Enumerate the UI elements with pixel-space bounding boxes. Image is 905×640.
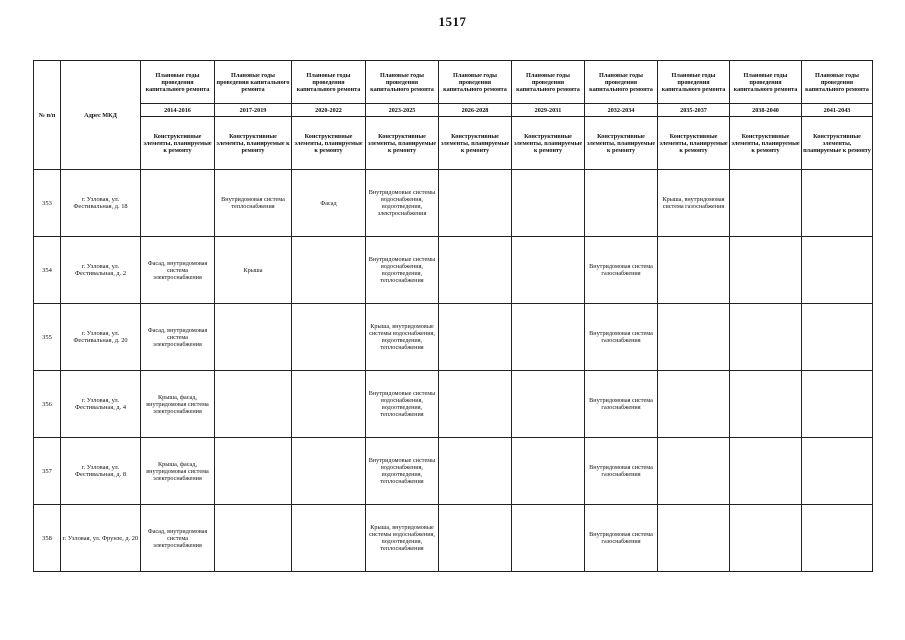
repair-elements-cell [512,237,585,304]
elements-header: Конструктивные элементы, планируемые к ремонту [141,117,215,170]
period-years: 2020-2022 [292,104,366,117]
repair-elements-cell: Внутридомовая система теплоснабжения [215,170,292,237]
table-row [34,304,873,371]
repair-elements-cell [292,237,366,304]
repair-elements-cell [512,304,585,371]
elements-header: Конструктивные элементы, планируемые к ремонту [512,117,585,170]
col-address-header: Адрес МКД [61,61,141,170]
repair-elements-cell [215,505,292,572]
repair-elements-cell [802,505,873,572]
period-header: Плановые годы проведения капитального ремонта [366,61,439,104]
repair-elements-cell: Крыша, фасад, внутридомовая система электроснабжения [141,371,215,438]
repair-elements-cell [658,505,730,572]
repair-elements-cell: Крыша, внутридомовые системы водоснабжения, водоотведения, теплоснабжения [366,304,439,371]
repair-elements-cell [439,371,512,438]
repair-elements-cell: Фасад [292,170,366,237]
page-number: 1517 [438,14,467,29]
header-row-periods [34,61,873,104]
repair-elements-cell: Крыша, внутридомовая система газоснабжения [658,170,730,237]
table-row [34,505,873,572]
elements-header: Конструктивные элементы, планируемые к ремонту [292,117,366,170]
elements-header: Конструктивные элементы, планируемые к ремонту [585,117,658,170]
table-row [34,237,873,304]
repair-elements-cell [802,304,873,371]
repair-elements-cell: Внутридомовая система газоснабжения [585,371,658,438]
repair-elements-cell [512,170,585,237]
elements-header: Конструктивные элементы, планируемые к ремонту [215,117,292,170]
row-number: 355 [34,304,61,371]
row-address: г. Узловая, ул. Фестивальная, д. 18 [61,170,141,237]
period-header: Плановые годы проведения капитального ремонта [512,61,585,104]
header-row-elements [34,117,873,170]
repair-elements-cell [215,304,292,371]
repair-elements-cell [658,438,730,505]
repair-elements-cell [802,371,873,438]
row-address: г. Узловая, ул. Фестивальная, д. 4 [61,371,141,438]
row-address: г. Узловая, ул. Фрунзе, д. 20 [61,505,141,572]
repair-elements-cell: Внутридомовые системы водоснабжения, водоотведения, теплоснабжения [366,438,439,505]
repair-elements-cell [292,438,366,505]
repair-elements-cell [439,505,512,572]
period-header: Плановые годы проведения капитального ремонта [730,61,802,104]
period-header: Плановые годы проведения капитального ремонта [658,61,730,104]
elements-header: Конструктивные элементы, планируемые к ремонту [730,117,802,170]
repair-elements-cell: Внутридомовые системы водоснабжения, водоотведения, теплоснабжения [366,237,439,304]
repair-elements-cell [292,304,366,371]
repair-elements-cell [658,237,730,304]
period-header: Плановые годы проведения капитального ремонта [585,61,658,104]
row-address: г. Узловая, ул. Фестивальная, д. 20 [61,304,141,371]
row-address: г. Узловая, ул. Фестивальная, д. 2 [61,237,141,304]
repair-elements-cell: Фасад, внутридомовая система электроснабжения [141,237,215,304]
repair-elements-cell [512,371,585,438]
repair-elements-cell [730,170,802,237]
row-number: 356 [34,371,61,438]
repair-elements-cell: Внутридомовая система газоснабжения [585,304,658,371]
repair-elements-cell [439,304,512,371]
repair-elements-cell [730,438,802,505]
repair-elements-cell: Крыша [215,237,292,304]
period-header: Плановые годы проведения капитального ремонта [141,61,215,104]
period-years: 2038-2040 [730,104,802,117]
period-years: 2026-2028 [439,104,512,117]
row-address: г. Узловая, ул. Фестивальная, д. 8 [61,438,141,505]
table-row [34,438,873,505]
period-years: 2029-2031 [512,104,585,117]
repair-elements-cell [658,371,730,438]
repair-elements-cell [141,170,215,237]
repair-elements-cell [292,371,366,438]
repair-elements-cell [730,371,802,438]
table-row [34,170,873,237]
repair-elements-cell [439,170,512,237]
repair-elements-cell [802,438,873,505]
period-years: 2014-2016 [141,104,215,117]
elements-header: Конструктивные элементы, планируемые к ремонту [366,117,439,170]
repair-elements-cell [802,237,873,304]
repair-elements-cell [730,304,802,371]
elements-header: Конструктивные элементы, планируемые к ремонту [802,117,873,170]
period-years: 2032-2034 [585,104,658,117]
repair-elements-cell: Внутридомовые системы водоснабжения, водоотведения, электроснабжения [366,170,439,237]
period-header: Плановые годы проведения капитального ремонта [215,61,292,104]
period-years: 2035-2037 [658,104,730,117]
period-years: 2023-2025 [366,104,439,117]
repair-elements-cell: Фасад, внутридомовая система электроснабжения [141,304,215,371]
repair-elements-cell [215,438,292,505]
repair-elements-cell [512,438,585,505]
elements-header: Конструктивные элементы, планируемые к ремонту [658,117,730,170]
col-num-header: № п/п [34,61,61,170]
period-years: 2017-2019 [215,104,292,117]
row-number: 357 [34,438,61,505]
repair-elements-cell: Фасад, внутридомовая система электроснабжения [141,505,215,572]
row-number: 358 [34,505,61,572]
table-row [34,371,873,438]
repair-elements-cell: Внутридомовая система газоснабжения [585,237,658,304]
repair-elements-cell: Внутридомовая система газоснабжения [585,438,658,505]
period-header: Плановые годы проведения капитального ремонта [439,61,512,104]
period-header: Плановые годы проведения капитального ремонта [802,61,873,104]
period-header: Плановые годы проведения капитального ремонта [292,61,366,104]
capital-repair-table [33,60,873,572]
repair-elements-cell [730,505,802,572]
elements-header: Конструктивные элементы, планируемые к ремонту [439,117,512,170]
repair-elements-cell [730,237,802,304]
repair-elements-cell [512,505,585,572]
repair-elements-cell: Внутридомовые системы водоснабжения, водоотведения, теплоснабжения [366,371,439,438]
header-row-years [34,104,873,117]
repair-elements-cell [585,170,658,237]
repair-elements-cell: Крыша, фасад, внутридомовая система электроснабжения [141,438,215,505]
repair-elements-cell [439,237,512,304]
row-number: 353 [34,170,61,237]
repair-elements-cell: Внутридомовая система газоснабжения [585,505,658,572]
repair-elements-cell [439,438,512,505]
repair-elements-cell: Крыша, внутридомовые системы водоснабжения, водоотведения, теплоснабжения [366,505,439,572]
repair-elements-cell [802,170,873,237]
repair-elements-cell [292,505,366,572]
row-number: 354 [34,237,61,304]
period-years: 2041-2043 [802,104,873,117]
repair-elements-cell [658,304,730,371]
repair-elements-cell [215,371,292,438]
